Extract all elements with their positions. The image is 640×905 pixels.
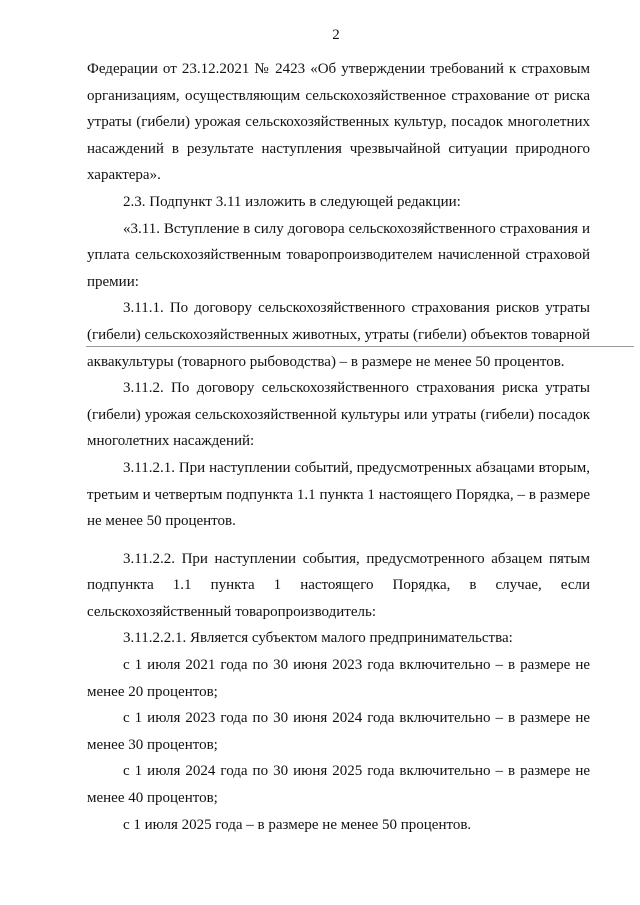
paragraph-2-3: 2.3. Подпункт 3.11 изложить в следующей редакции: — [123, 193, 461, 210]
paragraph-decree-reference: Федерации от 23.12.2021 № 2423 «Об утверждении требований к страховым организациям, осуществляющим сельскохозяйственное страхование от риска утраты (гибели) урожая сельскохозяйственных культур, посадок многолетних насаждений в результате наступления чрезвычайной ситуации природного характера». — [87, 61, 590, 184]
paragraph-3-11-1: 3.11.1. По договору сельскохозяйственного страхования рисков утраты (гибели) сельскохозяйственных животных, утраты (гибели) объектов товарной аквакультуры (товарного рыбоводства) – в размере не менее 50 процентов. — [87, 300, 590, 370]
paragraph-3-11: «3.11. Вступление в силу договора сельскохозяйственного страхования и уплата сельскохозяйственным товаропроизводителем начисленной страховой премии: — [87, 220, 590, 290]
paragraph-period-2024: с 1 июля 2024 года по 30 июня 2025 года включительно – в размере не менее 40 процентов; — [87, 763, 590, 807]
scan-artifact-line — [86, 346, 634, 347]
paragraph-3-11-2-2-1: 3.11.2.2.1. Является субъектом малого предпринимательства: — [123, 630, 513, 647]
paragraph-3-11-2-2: 3.11.2.2. При наступлении события, предусмотренного абзацем пятым подпункта 1.1 пункта 1 настоящего Порядка, в случае, если сельскохозяйственный товаропроизводитель: — [87, 550, 590, 620]
paragraph-3-11-2: 3.11.2. По договору сельскохозяйственного страхования риска утраты (гибели) урожая сельскохозяйственной культуры или утраты (гибели) посадок многолетних насаждений: — [87, 380, 590, 450]
page-number: 2 — [332, 27, 340, 43]
paragraph-period-2025: с 1 июля 2025 года – в размере не менее 50 процентов. — [123, 816, 472, 833]
paragraph-3-11-2-1: 3.11.2.1. При наступлении событий, предусмотренных абзацами вторым, третьим и четвертым подпункта 1.1 пункта 1 настоящего Порядка, – в размере не менее 50 процентов. — [87, 459, 590, 530]
document-body — [87, 56, 590, 838]
paragraph-period-2023: с 1 июля 2023 года по 30 июня 2024 года включительно – в размере не менее 30 процентов; — [87, 710, 590, 753]
paragraph-period-2021: с 1 июля 2021 года по 30 июня 2023 года включительно – в размере не менее 20 процентов; — [87, 657, 590, 700]
